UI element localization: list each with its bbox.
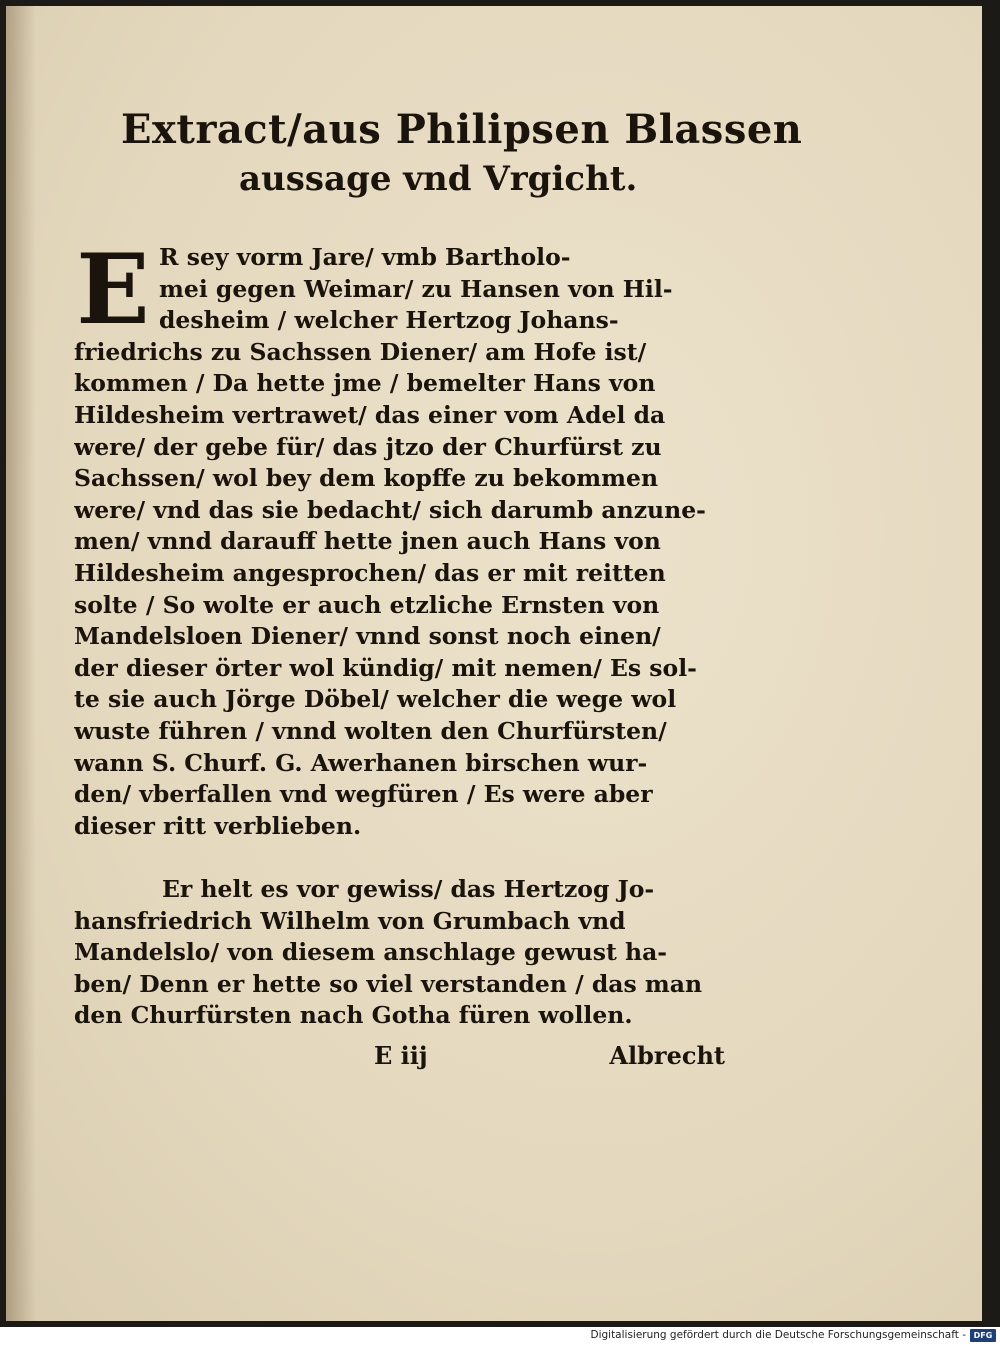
text-line: ben/ Denn er hette so viel verstanden / das man	[74, 969, 703, 998]
drop-cap: E	[76, 233, 150, 346]
text-line: den/ vberfallen vnd wegfüren / Es were aber	[74, 780, 653, 809]
text-line: mei gegen Weimar/ zu Hansen von Hil-	[159, 274, 673, 303]
text-line: Sachssen/ wol bey dem kopffe zu bekommen	[74, 464, 659, 493]
text-line: den Churfürsten nach Gotha füren wollen.	[74, 1001, 633, 1030]
text-line: te sie auch Jörge Döbel/ welcher die wege wol	[74, 685, 677, 714]
catchword: Albrecht	[609, 1041, 725, 1070]
signature-mark: E iij	[374, 1041, 428, 1070]
text-line: Mandelslo/ von diesem anschlage gewust ha-	[74, 938, 668, 967]
text-line: desheim / welcher Hertzog Johans-	[159, 306, 619, 335]
page-footer	[74, 1041, 739, 1075]
text-line: were/ vnd das sie bedacht/ sich darumb anzune-	[74, 495, 706, 524]
text-line: dieser ritt verblieben.	[74, 811, 362, 840]
text-line: men/ vnnd darauff hette jnen auch Hans von	[74, 527, 661, 556]
text-line: wuste führen / vnnd wolten den Churfürsten/	[74, 716, 667, 745]
title-line-1: Extract/aus Philipsen Blassen	[121, 106, 803, 153]
text-line: Hildesheim angesprochen/ das er mit reitten	[74, 558, 666, 587]
gutter-shadow	[6, 6, 36, 1321]
book-page	[6, 6, 982, 1321]
text-line: solte / So wolte er auch etzliche Ernsten von	[74, 590, 660, 619]
text-line: friedrichs zu Sachssen Diener/ am Hofe ist/	[74, 337, 647, 366]
text-line: Mandelsloen Diener/ vnnd sonst noch einen/	[74, 622, 661, 651]
text-line: Hildesheim vertrawet/ das einer vom Adel da	[74, 400, 666, 429]
paragraph-1	[74, 233, 739, 842]
page-title	[121, 106, 803, 199]
text-line: hansfriedrich Wilhelm von Grumbach vnd	[74, 906, 626, 935]
paragraph-2	[74, 874, 739, 1032]
funding-credit: Digitalisierung gefördert durch die Deutsche Forschungsgemeinschaft -	[590, 1329, 966, 1341]
title-line-2: aussage vnd Vrgicht.	[239, 159, 638, 199]
text-line: R sey vorm Jare/ vmb Bartholo-	[159, 243, 571, 271]
dfg-logo-icon: DFG	[970, 1329, 996, 1342]
text-line: der dieser örter wol kündig/ mit nemen/ Es sol-	[74, 653, 697, 682]
credit-bar	[0, 1327, 1000, 1345]
text-line: Er helt es vor gewiss/ das Hertzog Jo-	[162, 875, 655, 903]
text-line: kommen / Da hette jme / bemelter Hans von	[74, 369, 656, 398]
text-line: were/ der gebe für/ das jtzo der Churfürst zu	[74, 432, 662, 461]
text-line: wann S. Churf. G. Awerhanen birschen wur-	[74, 748, 648, 777]
